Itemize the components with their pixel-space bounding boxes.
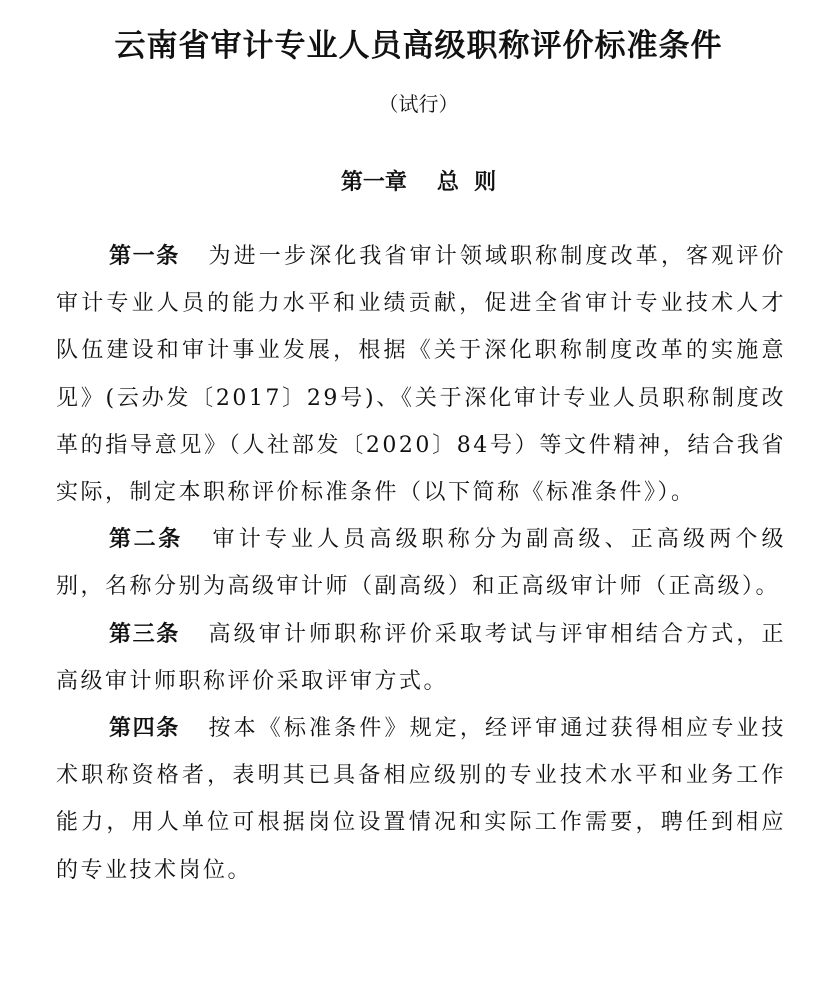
chapter-name: 总 则 (436, 170, 497, 195)
article-1 (56, 233, 786, 516)
article-text: 审计专业人员高级职称分为副高级、正高级两个级别，名称分别为高级审计师（副高级）和正高级审计师（正高级）。 (56, 527, 786, 600)
article-2 (56, 516, 786, 610)
article-label: 第一条 (109, 244, 180, 269)
article-text: 按本《标准条件》规定，经评审通过获得相应专业技术职称资格者，表明其已具备相应级别的专业技术水平和业务工作能力，用人单位可根据岗位设置情况和实际工作需要，聘任到相应的专业技术岗位。 (56, 716, 786, 883)
chapter-number: 第一章 (340, 170, 407, 195)
article-label: 第四条 (109, 716, 180, 742)
document-body (56, 233, 786, 894)
document-title: 云南省审计专业人员高级职称评价标准条件 (114, 28, 723, 64)
article-text: 为进一步深化我省审计领域职称制度改革，客观评价审计专业人员的能力水平和业绩贡献，促进全省审计专业技术人才队伍建设和审计事业发展，根据《关于深化职称制度改革的实施意见》(云办发〔2017〕29号)、《关于深化审计专业人员职称制度改革的指导意见》（人社部发〔2020〕84号）等文件精神，结合我省实际，制定本职称评价标准条件（以下简称《标准条件》）。 (56, 244, 786, 506)
chapter-heading (0, 163, 837, 203)
article-text: 高级审计师职称评价采取考试与评审相结合方式，正高级审计师职称评价采取评审方式。 (56, 621, 786, 694)
article-label: 第二条 (109, 527, 183, 553)
article-label: 第三条 (109, 621, 180, 647)
article-3 (56, 611, 786, 705)
article-4 (56, 705, 786, 894)
document-subtitle: （试行） (378, 92, 459, 116)
